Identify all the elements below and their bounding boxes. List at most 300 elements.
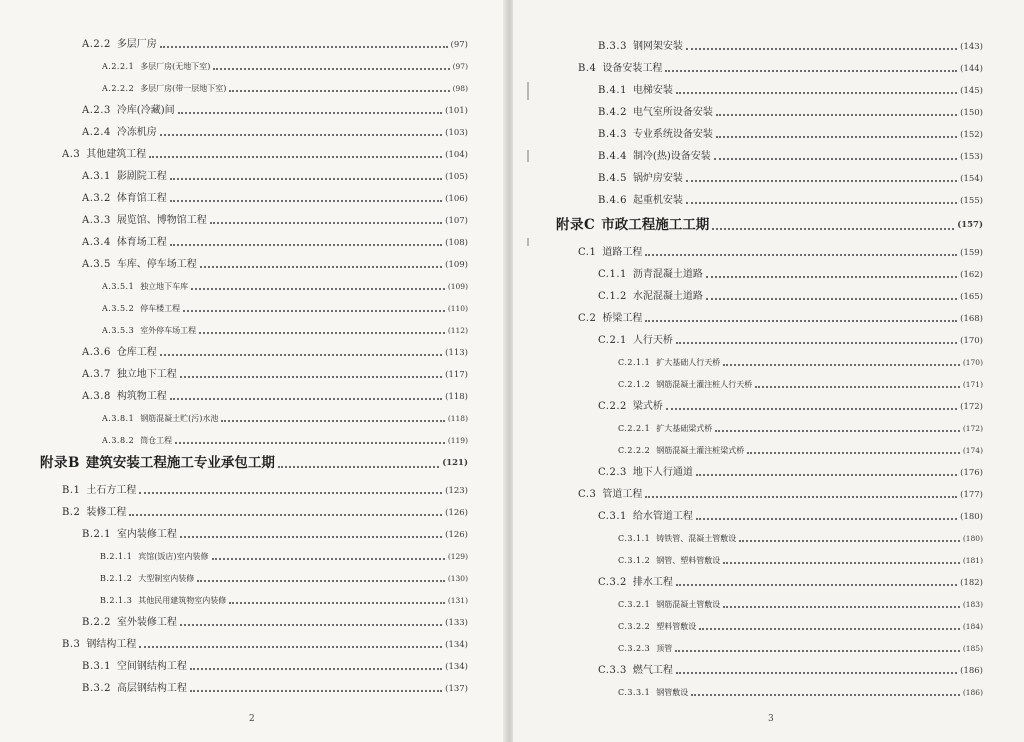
toc-entry-page: (103)	[445, 128, 468, 138]
dot-leader	[183, 304, 445, 312]
toc-entry-a-3-2	[82, 189, 468, 205]
toc-entry-a-3-5-3	[102, 321, 468, 337]
toc-entry-title: 起重机安装	[632, 195, 683, 206]
dot-leader	[706, 270, 957, 278]
toc-entry-code: C.2.1.1	[618, 358, 651, 367]
toc-entry-title: 电梯安装	[632, 85, 673, 96]
dot-leader	[665, 64, 957, 72]
toc-entry-code: B.3	[62, 639, 81, 650]
toc-entry-page: (143)	[960, 42, 983, 52]
toc-entry-c-2-3	[598, 463, 983, 479]
toc-entry-page: (157)	[957, 220, 983, 230]
toc-entry-b-4-5	[598, 169, 983, 185]
toc-entry-title: 扩大基础梁式桥	[656, 424, 713, 433]
toc-entry-code: B.2.1.2	[100, 574, 133, 583]
toc-entry-page: (183)	[962, 600, 983, 609]
dot-leader	[170, 172, 442, 180]
toc-entry-code: C.1	[578, 247, 597, 258]
toc-entry-code: A.2.4	[82, 127, 111, 138]
toc-entry-page: (97)	[450, 40, 468, 50]
toc-entry-a-2-4	[82, 123, 468, 139]
toc-entry-title: 地下人行通道	[632, 467, 693, 478]
toc-entry-code: B.2.2	[82, 617, 111, 628]
toc-entry-title: 独立地下工程	[116, 369, 177, 380]
toc-entry-title: 制冷(热)设备安装	[632, 151, 711, 162]
toc-entry-code: A.3.1	[82, 171, 111, 182]
dot-leader	[278, 458, 439, 468]
right-toc-list	[513, 0, 1024, 742]
toc-entry-code: C.1.2	[598, 291, 627, 302]
toc-entry-title: 市政工程施工工期	[601, 217, 710, 233]
toc-entry-title: 锅炉房安装	[632, 173, 683, 184]
toc-entry-page: (171)	[962, 380, 983, 389]
dot-leader	[180, 530, 442, 538]
toc-entry-title: 其他建筑工程	[86, 149, 147, 160]
toc-entry-code: 附录B	[40, 455, 80, 471]
toc-entry-c-2-2-2	[618, 441, 983, 457]
toc-entry-page: (131)	[447, 596, 468, 605]
toc-entry-code: C.3.2.2	[618, 622, 651, 631]
toc-entry-c-2-1-1	[618, 353, 983, 369]
dot-leader	[221, 414, 444, 422]
dot-leader	[190, 662, 442, 670]
toc-entry-page: (170)	[960, 336, 983, 346]
toc-entry-code: C.2.2.1	[618, 424, 651, 433]
toc-entry-code: B.3.3	[598, 41, 627, 52]
toc-entry-a-2-3	[82, 101, 468, 117]
toc-entry-code: C.3.1	[598, 511, 627, 522]
toc-entry-code: B.4.4	[598, 151, 627, 162]
toc-entry-b-4-6	[598, 191, 983, 207]
toc-entry-b-3	[62, 635, 468, 651]
dot-leader	[686, 42, 957, 50]
toc-entry-page: (113)	[445, 348, 468, 358]
toc-entry-title: 构筑物工程	[116, 391, 167, 402]
toc-entry-page: (129)	[447, 552, 468, 561]
toc-entry-code: A.2.2.1	[102, 62, 135, 71]
dot-leader	[212, 552, 445, 560]
dot-leader	[755, 380, 960, 388]
dot-leader	[191, 282, 445, 290]
toc-entry-page: (110)	[447, 304, 468, 313]
dot-leader	[175, 436, 445, 444]
toc-entry-page: (152)	[960, 130, 983, 140]
toc-entry-page: (126)	[445, 530, 468, 540]
toc-entry-title: 水泥混凝土道路	[632, 291, 703, 302]
dot-leader	[676, 666, 957, 674]
toc-entry-code: C.2.1	[598, 335, 627, 346]
toc-entry-title: 多层厂房(无地下室)	[140, 62, 211, 71]
toc-entry-page: (165)	[960, 292, 983, 302]
dot-leader	[723, 600, 960, 608]
toc-entry-page: (174)	[962, 446, 983, 455]
dot-leader	[213, 62, 449, 70]
dot-leader	[723, 358, 960, 366]
toc-entry-b-4-1	[598, 81, 983, 97]
toc-entry-code: A.3.7	[82, 369, 111, 380]
toc-entry-title: 设备安装工程	[602, 63, 663, 74]
toc-entry-code: C.2.1.2	[618, 380, 651, 389]
dot-leader	[691, 688, 960, 696]
right-page-number: 3	[768, 714, 774, 724]
dot-leader	[696, 468, 957, 476]
toc-entry-page: (185)	[962, 644, 983, 653]
toc-entry-b-3-3	[598, 37, 983, 53]
dot-leader	[229, 596, 445, 604]
toc-entry-title: 空间钢结构工程	[116, 661, 187, 672]
toc-entry-title: 其他民用建筑物室内装修	[138, 596, 227, 605]
toc-entry-c-3-1	[598, 507, 983, 523]
toc-entry-code: A.3.2	[82, 193, 111, 204]
dot-leader	[170, 238, 442, 246]
toc-entry-b-2-1-3	[100, 591, 468, 607]
toc-entry-a-3-5-1	[102, 277, 468, 293]
toc-entry-title: 室内装修工程	[116, 529, 177, 540]
toc-entry-code: 附录C	[556, 217, 596, 233]
toc-entry-page: (118)	[447, 414, 468, 423]
toc-entry-page: (137)	[445, 684, 468, 694]
toc-entry-code: B.4.5	[598, 173, 627, 184]
toc-entry-title: 体育场工程	[116, 237, 167, 248]
dot-leader	[716, 108, 957, 116]
toc-entry-c-2-2	[598, 397, 983, 413]
toc-entry-code: A.3.8.1	[102, 414, 135, 423]
toc-entry-page: (109)	[447, 282, 468, 291]
toc-entry-code: A.3.4	[82, 237, 111, 248]
toc-entry-page: (130)	[447, 574, 468, 583]
toc-entry-title: 影剧院工程	[116, 171, 167, 182]
toc-entry-code: A.3.3	[82, 215, 111, 226]
toc-entry-page: (109)	[445, 260, 468, 270]
toc-entry-b-2-1-2	[100, 569, 468, 585]
toc-entry-a-3-7	[82, 365, 468, 381]
toc-entry-title: 高层钢结构工程	[116, 683, 187, 694]
toc-entry-title: 钢筋混凝土灌注桩梁式桥	[656, 446, 745, 455]
dot-leader	[180, 370, 442, 378]
toc-entry-c-3-3-1	[618, 683, 983, 699]
dot-leader	[199, 326, 445, 334]
toc-entry-c-3-2-2	[618, 617, 983, 633]
toc-entry-a-3-4	[82, 233, 468, 249]
toc-entry-page: (186)	[960, 666, 983, 676]
toc-entry-a-3-5	[82, 255, 468, 271]
toc-entry-c-2	[578, 309, 983, 325]
toc-entry-code: C.2.2.2	[618, 446, 651, 455]
toc-entry-code: C.3.1.2	[618, 556, 651, 565]
toc-entry-page: (117)	[445, 370, 468, 380]
dot-leader	[170, 194, 442, 202]
toc-entry-a-3-5-2	[102, 299, 468, 315]
toc-entry-page: (105)	[445, 172, 468, 182]
toc-entry-b-4-4	[598, 147, 983, 163]
toc-entry-page: (106)	[445, 194, 468, 204]
toc-entry-title: 独立地下车库	[140, 282, 189, 291]
toc-entry-page: (159)	[960, 248, 983, 258]
toc-entry-title: 电气室所设备安装	[632, 107, 713, 118]
dot-leader	[229, 84, 449, 92]
toc-entry-title: 钢筋混凝土管敷设	[656, 600, 721, 609]
toc-entry-page: (162)	[960, 270, 983, 280]
toc-entry-title: 展览馆、博物馆工程	[116, 215, 207, 226]
dot-leader	[645, 490, 957, 498]
toc-entry-title: 专业系统设备安装	[632, 129, 713, 140]
toc-entry-code: A.2.2.2	[102, 84, 135, 93]
toc-entry-title: 扩大基础人行天桥	[656, 358, 721, 367]
toc-entry-title: 燃气工程	[632, 665, 673, 676]
dot-leader	[686, 174, 957, 182]
toc-entry-title: 梁式桥	[632, 401, 663, 412]
dot-leader	[139, 486, 442, 494]
dot-leader	[210, 216, 442, 224]
toc-entry-code: A.2.2	[82, 39, 111, 50]
toc-entry-c-3-1-1	[618, 529, 983, 545]
left-page	[0, 0, 505, 742]
right-page	[513, 0, 1024, 742]
toc-entry-page: (172)	[962, 424, 983, 433]
dot-leader	[197, 574, 445, 582]
scan-mark	[527, 82, 529, 100]
toc-entry-page: (186)	[962, 688, 983, 697]
toc-entry-a-3-8	[82, 387, 468, 403]
toc-entry-a-3-3	[82, 211, 468, 227]
toc-entry-code: C.3.2.3	[618, 644, 651, 653]
toc-entry-c-1-2	[598, 287, 983, 303]
toc-entry-c-3-1-2	[618, 551, 983, 567]
toc-entry-b-1	[62, 481, 468, 497]
toc-entry-code: B.2.1.1	[100, 552, 133, 561]
toc-entry-c-1	[578, 243, 983, 259]
toc-entry-a-3-6	[82, 343, 468, 359]
toc-entry-title: 大型制室内装修	[138, 574, 195, 583]
toc-entry-b	[40, 451, 468, 471]
toc-entry-c-2-1-2	[618, 375, 983, 391]
toc-entry-page: (177)	[960, 490, 983, 500]
toc-entry-code: C.3.1.1	[618, 534, 651, 543]
toc-entry-c-3-2-3	[618, 639, 983, 655]
toc-entry-page: (123)	[445, 486, 468, 496]
toc-entry-code: A.3.5	[82, 259, 111, 270]
toc-entry-page: (181)	[962, 556, 983, 565]
toc-entry-page: (121)	[442, 458, 468, 468]
dot-leader	[686, 196, 957, 204]
toc-entry-page: (154)	[960, 174, 983, 184]
toc-entry-page: (180)	[960, 512, 983, 522]
toc-entry-title: 道路工程	[602, 247, 643, 258]
toc-entry-c-1-1	[598, 265, 983, 281]
dot-leader	[716, 130, 957, 138]
toc-entry-code: B.2.1.3	[100, 596, 133, 605]
toc-entry-b-4-3	[598, 125, 983, 141]
toc-entry-title: 钢管敷设	[656, 688, 689, 697]
toc-entry-b-3-1	[82, 657, 468, 673]
toc-entry-page: (97)	[452, 62, 468, 71]
toc-entry-page: (107)	[445, 216, 468, 226]
toc-entry-code: B.3.2	[82, 683, 111, 694]
toc-entry-title: 土石方工程	[86, 485, 137, 496]
dot-leader	[160, 40, 448, 48]
toc-entry-page: (133)	[445, 618, 468, 628]
toc-entry-code: A.3.5.2	[102, 304, 135, 313]
toc-entry-title: 仓库工程	[116, 347, 157, 358]
toc-entry-page: (108)	[445, 238, 468, 248]
toc-entry-a-3-1	[82, 167, 468, 183]
toc-entry-title: 钢筋混凝土贮(污)水池	[140, 414, 219, 423]
toc-entry-code: B.4.6	[598, 195, 627, 206]
toc-entry-a-2-2	[82, 35, 468, 51]
toc-entry-title: 给水管道工程	[632, 511, 693, 522]
toc-entry-code: A.3.5.1	[102, 282, 135, 291]
left-page-number: 2	[249, 714, 255, 724]
toc-entry-page: (126)	[445, 508, 468, 518]
toc-entry-page: (172)	[960, 402, 983, 412]
toc-entry-code: A.2.3	[82, 105, 111, 116]
dot-leader	[706, 292, 957, 300]
toc-entry-page: (144)	[960, 64, 983, 74]
dot-leader	[160, 128, 442, 136]
toc-entry-title: 冷库(冷藏)间	[116, 105, 175, 116]
dot-leader	[645, 248, 957, 256]
toc-entry-code: C.2.3	[598, 467, 627, 478]
toc-entry-page: (134)	[445, 640, 468, 650]
toc-entry-code: A.3.8	[82, 391, 111, 402]
toc-entry-code: A.3.5.3	[102, 326, 135, 335]
toc-entry-a-3-8-2	[102, 431, 468, 447]
toc-entry-title: 塑料管敷设	[656, 622, 697, 631]
toc-entry-title: 铸铁管、混凝土管敷设	[656, 534, 737, 543]
toc-entry-title: 人行天桥	[632, 335, 673, 346]
toc-entry-page: (134)	[445, 662, 468, 672]
dot-leader	[190, 684, 442, 692]
toc-entry-code: A.3	[62, 149, 81, 160]
toc-entry-code: B.4.1	[598, 85, 627, 96]
toc-entry-title: 室外装修工程	[116, 617, 177, 628]
toc-entry-page: (119)	[447, 436, 468, 445]
toc-entry-page: (170)	[962, 358, 983, 367]
toc-entry-code: B.4.2	[598, 107, 627, 118]
toc-entry-c-2-2-1	[618, 419, 983, 435]
dot-leader	[200, 260, 442, 268]
toc-entry-a-2-2-1	[102, 57, 468, 73]
toc-entry-b-4-2	[598, 103, 983, 119]
toc-entry-title: 体育馆工程	[116, 193, 167, 204]
toc-entry-page: (112)	[447, 326, 468, 335]
toc-entry-code: B.2.1	[82, 529, 111, 540]
toc-entry-code: C.1.1	[598, 269, 627, 280]
toc-entry-title: 筒仓工程	[140, 436, 173, 445]
toc-entry-page: (180)	[962, 534, 983, 543]
toc-entry-page: (104)	[445, 150, 468, 160]
dot-leader	[160, 348, 442, 356]
toc-entry-b-2	[62, 503, 468, 519]
toc-entry-code: B.4	[578, 63, 597, 74]
toc-entry-c-3	[578, 485, 983, 501]
toc-entry-title: 沥青混凝土道路	[632, 269, 703, 280]
toc-entry-title: 钢筋混凝土灌注桩人行天桥	[656, 380, 753, 389]
scan-mark	[527, 150, 529, 162]
toc-entry-title: 多层厂房(带一层地下室)	[140, 84, 227, 93]
toc-entry-title: 钢网架安装	[632, 41, 683, 52]
toc-entry-c-2-1	[598, 331, 983, 347]
toc-entry-page: (153)	[960, 152, 983, 162]
dot-leader	[139, 640, 442, 648]
toc-entry-code: C.2	[578, 313, 597, 324]
toc-entry-page: (118)	[445, 392, 468, 402]
toc-entry-title: 顶管	[656, 644, 673, 653]
toc-entry-page: (176)	[960, 468, 983, 478]
dot-leader	[149, 150, 442, 158]
toc-entry-code: B.2	[62, 507, 81, 518]
toc-entry-title: 宾馆(饭店)室内装修	[138, 552, 209, 561]
dot-leader	[676, 578, 957, 586]
toc-entry-b-2-1-1	[100, 547, 468, 563]
toc-entry-c	[556, 213, 983, 233]
toc-entry-title: 钢管、塑料管敷设	[656, 556, 721, 565]
toc-entry-a-3	[62, 145, 468, 161]
toc-entry-c-3-2	[598, 573, 983, 589]
dot-leader	[666, 402, 957, 410]
toc-entry-code: C.2.2	[598, 401, 627, 412]
toc-entry-title: 冷冻机房	[116, 127, 157, 138]
toc-entry-code: B.3.1	[82, 661, 111, 672]
toc-entry-title: 多层厂房	[116, 39, 157, 50]
toc-entry-c-3-3	[598, 661, 983, 677]
toc-entry-b-2-1	[82, 525, 468, 541]
toc-entry-b-3-2	[82, 679, 468, 695]
toc-entry-page: (145)	[960, 86, 983, 96]
toc-entry-code: B.4.3	[598, 129, 627, 140]
toc-entry-page: (168)	[960, 314, 983, 324]
toc-entry-title: 车库、停车场工程	[116, 259, 197, 270]
toc-entry-code: A.3.8.2	[102, 436, 135, 445]
dot-leader	[699, 622, 960, 630]
toc-entry-a-2-2-2	[102, 79, 468, 95]
toc-entry-code: A.3.6	[82, 347, 111, 358]
toc-entry-page: (150)	[960, 108, 983, 118]
toc-entry-page: (184)	[962, 622, 983, 631]
toc-entry-code: B.1	[62, 485, 81, 496]
dot-leader	[645, 314, 957, 322]
toc-entry-title: 排水工程	[632, 577, 673, 588]
toc-entry-a-3-8-1	[102, 409, 468, 425]
toc-entry-code: C.3.3	[598, 665, 627, 676]
toc-entry-title: 钢结构工程	[86, 639, 137, 650]
toc-entry-b-4	[578, 59, 983, 75]
dot-leader	[180, 618, 442, 626]
toc-entry-b-2-2	[82, 613, 468, 629]
dot-leader	[170, 392, 442, 400]
dot-leader	[178, 106, 443, 114]
dot-leader	[739, 534, 960, 542]
left-toc-list	[0, 0, 505, 742]
dot-leader	[714, 152, 957, 160]
toc-entry-page: (98)	[452, 84, 468, 93]
toc-entry-c-3-2-1	[618, 595, 983, 611]
toc-entry-title: 桥梁工程	[602, 313, 643, 324]
dot-leader	[675, 644, 960, 652]
toc-entry-title: 停车楼工程	[140, 304, 181, 313]
dot-leader	[723, 556, 960, 564]
toc-entry-page: (182)	[960, 578, 983, 588]
dot-leader	[712, 220, 954, 230]
toc-entry-code: C.3.2	[598, 577, 627, 588]
toc-entry-code: C.3.2.1	[618, 600, 651, 609]
toc-entry-title: 建筑安装工程施工专业承包工期	[85, 455, 275, 471]
dot-leader	[696, 512, 957, 520]
dot-leader	[676, 86, 957, 94]
dot-leader	[129, 508, 442, 516]
toc-entry-page: (155)	[960, 196, 983, 206]
dot-leader	[747, 446, 960, 454]
